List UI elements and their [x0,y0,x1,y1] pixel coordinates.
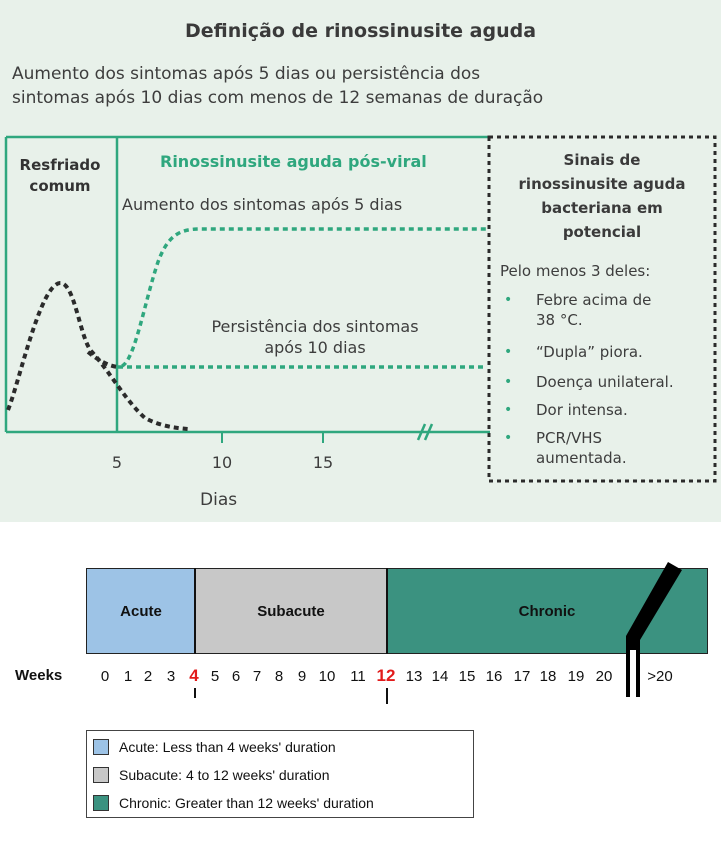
bullet-icon: • [504,344,513,360]
week-tick-gt20: >20 [647,668,673,685]
panel-subtitle-line2: sintomas após 10 dias com menos de 12 semanas de duração [12,88,544,108]
post-viral-label: Rinossinusite aguda pós-viral [160,152,427,171]
week-tick-10: 10 [318,668,336,685]
weeks-label: Weeks [15,667,63,684]
signs-title-line1: Sinais de [563,151,641,169]
legend-swatch-subacute [93,767,109,783]
bullet-icon: • [504,402,513,418]
legend-swatch-acute [93,739,109,755]
timeline-break-gap [630,650,636,700]
week-tick-3: 3 [166,668,176,685]
sign-crp-line1: PCR/VHS [536,429,603,447]
x-tick-label-15: 15 [312,453,334,472]
week-tick-9: 9 [297,668,307,685]
signs-title-line3: bacteriana em [541,199,663,217]
bullet-icon: • [504,374,513,390]
week-tick-7: 7 [252,668,262,685]
week-tick-20: 20 [595,668,613,685]
legend-label-chronic: Chronic: Greater than 12 weeks' duration [119,795,374,811]
bullet-icon: • [504,430,513,446]
persistence-label-line2: após 10 dias [264,338,366,357]
week12-dash-mark [386,688,388,704]
x-tick-label-5: 5 [111,453,123,472]
week-tick-13: 13 [405,668,423,685]
week-tick-6: 6 [231,668,241,685]
week-tick-2: 2 [143,668,153,685]
subacute-segment: Subacute [195,568,387,654]
bacterial-signs-subtitle: Pelo menos 3 deles: [500,262,651,280]
panel-title: Definição de rinossinusite aguda [184,20,537,42]
sign-fever-line1: Febre acima de [536,291,652,309]
sign-unilateral-text: Doença unilateral. [536,373,674,391]
week-tick-11: 11 [350,668,366,685]
week-tick-5: 5 [210,668,220,685]
week-tick-1: 1 [123,668,133,685]
week-tick-12: 12 [376,666,396,685]
legend-label-acute: Acute: Less than 4 weeks' duration [119,739,336,755]
week4-dash-mark [194,688,196,698]
chronic-segment: Chronic [387,568,708,654]
week-tick-0: 0 [100,668,110,685]
acute-segment: Acute [86,568,195,654]
x-tick-label-10: 10 [211,453,233,472]
sign-crp-line2: aumentada. [536,449,627,467]
week-tick-19: 19 [567,668,585,685]
week-tick-17: 17 [513,668,531,685]
persistence-label-line1: Persistência dos sintomas [211,317,419,336]
signs-title-line4: potencial [562,223,642,241]
x-axis-label: Dias [200,490,238,510]
bullet-icon: • [504,292,513,308]
increase-label: Aumento dos sintomas após 5 dias [122,195,403,214]
sign-severe-pain-text: Dor intensa. [536,401,628,419]
legend-label-subacute: Subacute: 4 to 12 weeks' duration [119,767,330,783]
common-cold-label-line1: Resfriado [19,156,101,174]
week-tick-16: 16 [485,668,503,685]
panel-subtitle-line1: Aumento dos sintomas após 5 dias ou persistência dos [12,64,481,84]
common-cold-label-line2: comum [29,177,91,195]
legend [86,730,474,818]
week-tick-4: 4 [189,666,199,685]
week-tick-15: 15 [458,668,476,685]
week-tick-18: 18 [539,668,557,685]
signs-title-line2: rinossinusite aguda [518,175,686,193]
week-tick-14: 14 [431,668,449,685]
legend-swatch-chronic [93,795,109,811]
week-tick-8: 8 [274,668,284,685]
sign-double-worsening-text: “Dupla” piora. [536,343,643,361]
sign-fever-line2: 38 °C. [536,311,583,329]
